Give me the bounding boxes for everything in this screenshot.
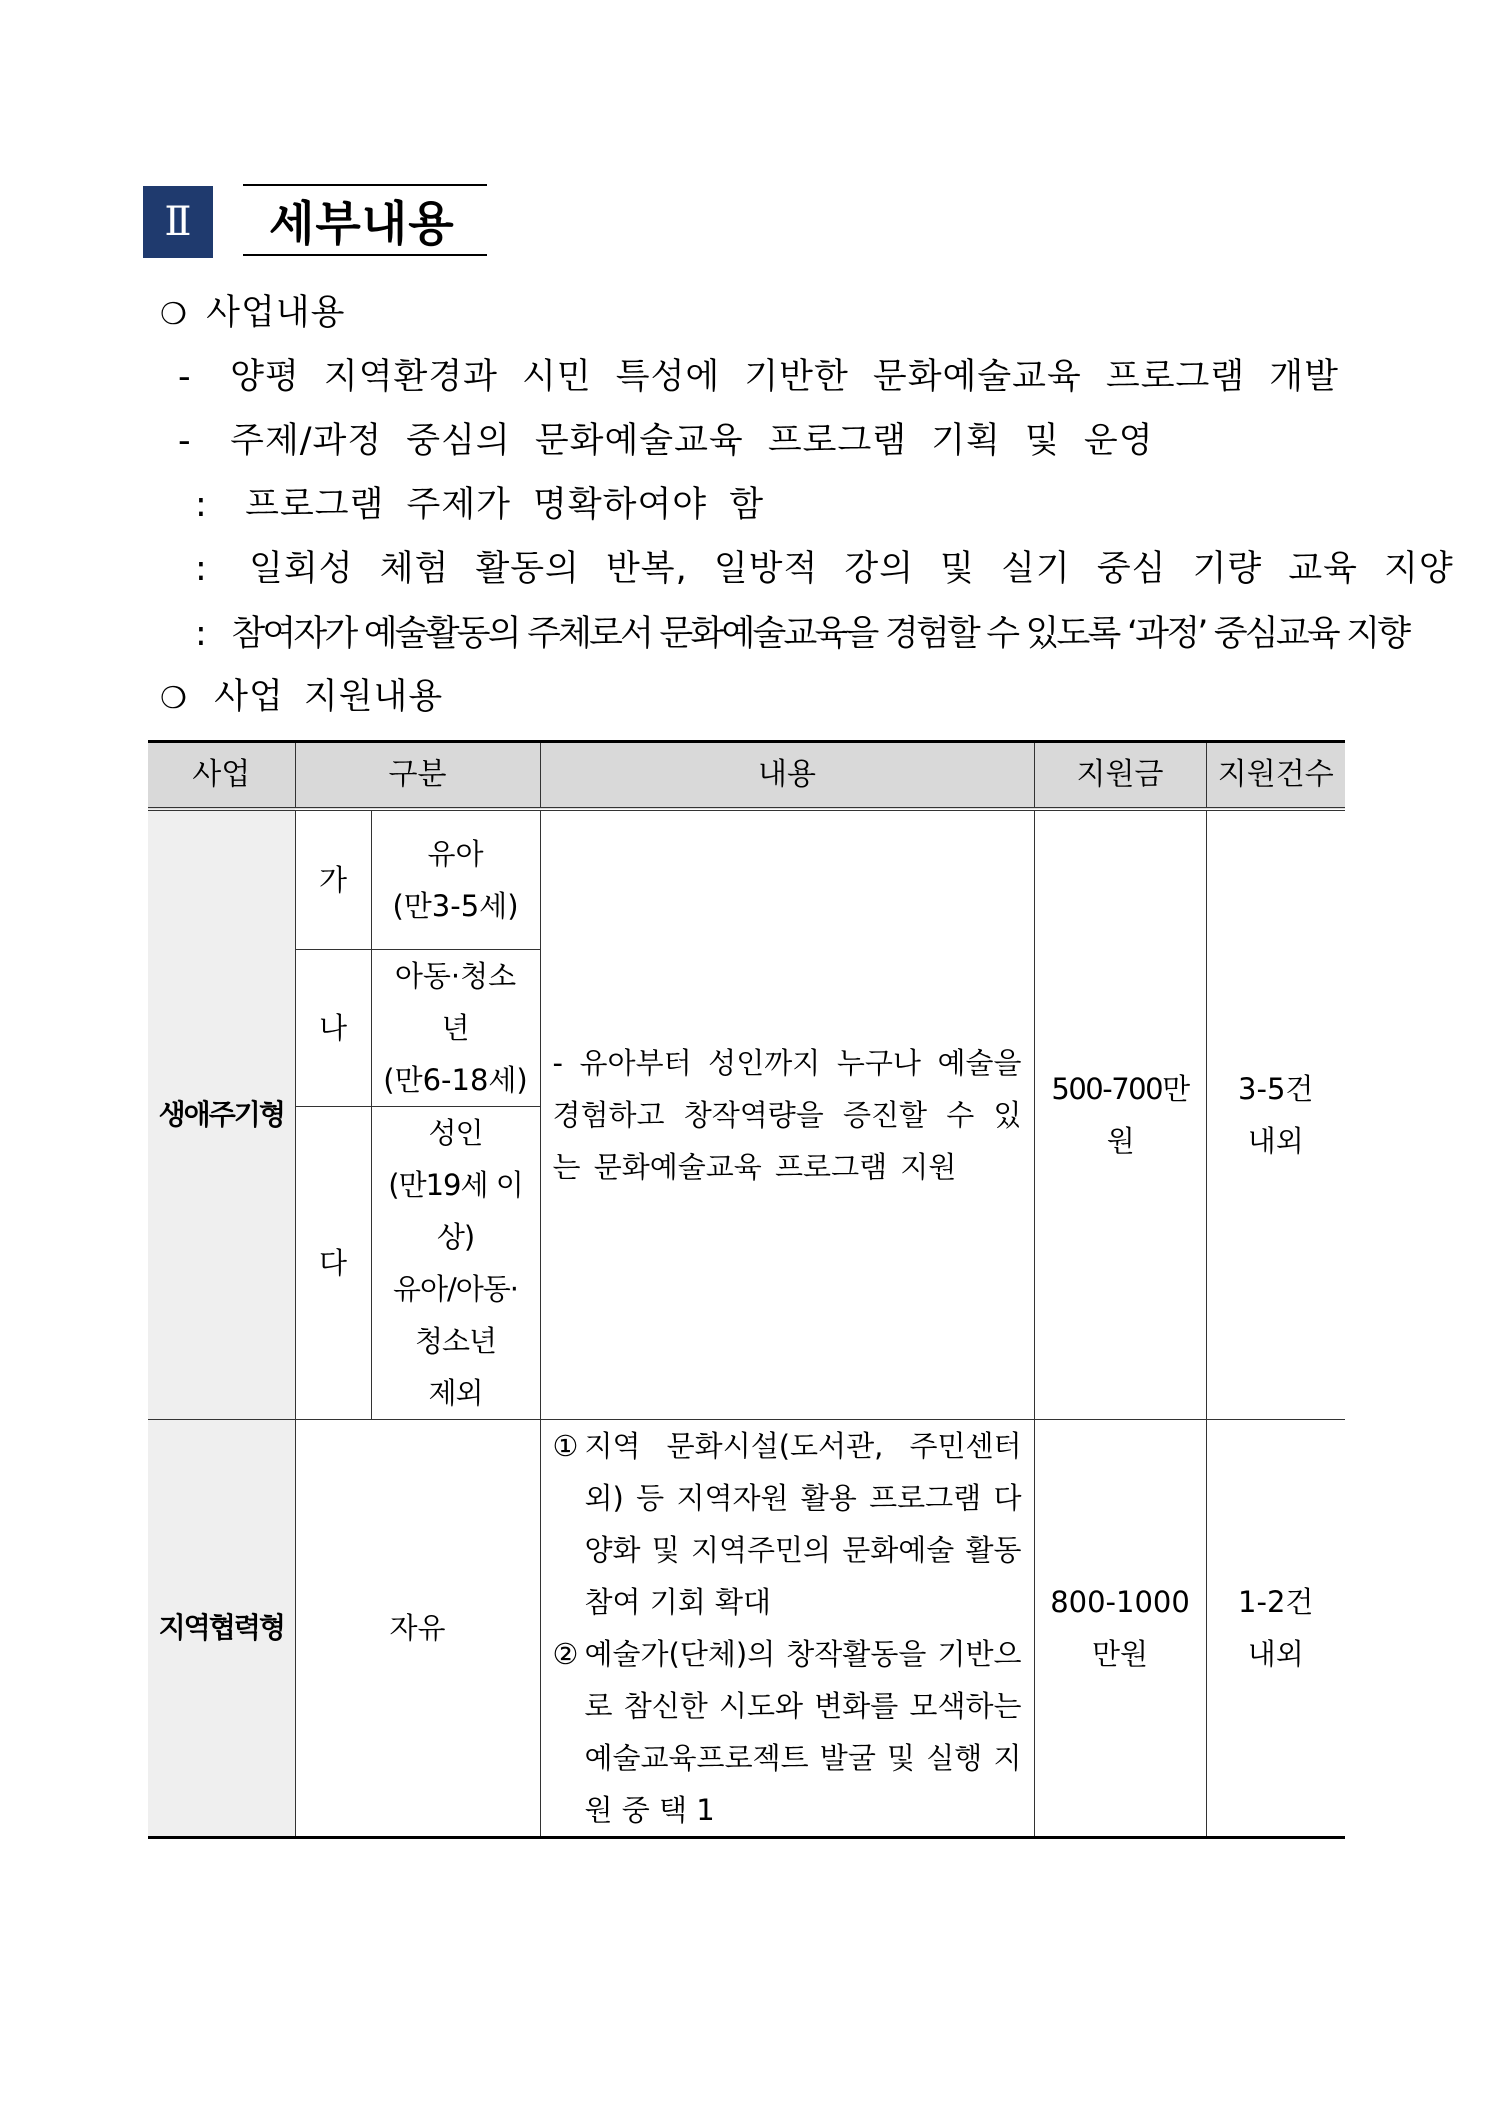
count-line: 1-2건 <box>1238 1584 1314 1619</box>
list-item-number: ② <box>552 1636 579 1671</box>
section-number: Ⅱ <box>143 186 213 258</box>
header-count: 지원건수 <box>1206 742 1345 810</box>
dash-marker: - <box>178 357 192 397</box>
list-item-text: 지역 문화시설(도서관, 주민센터 외) 등 지역자원 활용 프로그램 다양화 및 지역주민의 문화예술 활동 참여 기회 확대 <box>584 1428 1022 1619</box>
lifecycle-content: - 유아부터 성인까지 누구나 예술을 경험하고 창작역량을 증진할 수 있는 문화예술교육 프로그램 지원 <box>540 809 1034 1419</box>
count-line: 내외 <box>1247 1636 1304 1671</box>
dash-item-text: 양평 지역환경과 시민 특성에 기반한 문화예술교육 프로그램 개발 <box>230 357 1339 397</box>
lifecycle-amount: 500-700만원 <box>1034 809 1206 1419</box>
section-title: 세부내용 <box>243 184 487 256</box>
count-line: 내외 <box>1247 1123 1304 1158</box>
bullet-text: 사업 지원내용 <box>214 677 444 717</box>
dash-item-2 <box>178 413 1154 463</box>
amount-line: 만원 <box>1091 1636 1149 1671</box>
amount-line: 800-1000 <box>1050 1584 1190 1619</box>
group-label <box>371 1106 540 1419</box>
colon-item-3 <box>195 606 1408 656</box>
regional-amount <box>1034 1419 1206 1837</box>
group-code: 가 <box>295 809 371 949</box>
group-label-line: 성인 <box>428 1115 483 1150</box>
colon-item-text: 프로그램 주제가 명확하여야 함 <box>245 485 765 525</box>
support-table <box>148 740 1345 1839</box>
colon-item-text: 참여자가 예술활동의 주체로서 문화예술교육을 경험할 수 있도록 ‘과정’ 중심교육 지향 <box>231 614 1409 654</box>
list-item-number: ① <box>552 1428 579 1463</box>
list-item <box>553 1420 1022 1628</box>
count-line: 3-5건 <box>1238 1071 1314 1106</box>
dash-item-text: 주제/과정 중심의 문화예술교육 프로그램 기획 및 운영 <box>230 421 1154 461</box>
header-amount: 지원금 <box>1034 742 1206 810</box>
dash-item-1 <box>178 349 1339 399</box>
group-label-line: 유아/아동· <box>392 1271 519 1306</box>
group-label <box>371 809 540 949</box>
regional-content <box>540 1419 1034 1837</box>
header-category: 구분 <box>295 742 540 810</box>
lifecycle-count <box>1206 809 1345 1419</box>
header-business: 사업 <box>148 742 295 810</box>
colon-item-1 <box>195 477 764 527</box>
table-row <box>148 1419 1345 1837</box>
bullet-support-content <box>160 669 443 719</box>
table-row <box>148 809 1345 949</box>
list-item <box>553 1628 1022 1836</box>
circle-bullet-icon: ❍ <box>160 681 188 716</box>
colon-item-text: 일회성 체험 활동의 반복, 일방적 강의 및 실기 중심 기량 교육 지양 <box>249 549 1454 589</box>
group-label-line: 청소년 <box>414 1323 497 1358</box>
group-code: 다 <box>295 1106 371 1419</box>
bullet-business-content <box>160 285 345 335</box>
group-label <box>371 949 540 1106</box>
colon-marker: : <box>195 485 208 525</box>
group-label-line: 아동·청소 <box>394 958 517 993</box>
group-code: 나 <box>295 949 371 1106</box>
group-label-line: (만6-18세) <box>383 1062 528 1097</box>
group-label-line: (만19세 이상) <box>388 1167 523 1254</box>
regional-count <box>1206 1419 1345 1837</box>
colon-item-2 <box>195 541 1454 591</box>
group-label-line: 유아 <box>427 836 484 871</box>
bullet-text: 사업내용 <box>206 293 346 333</box>
group-label-line: 제외 <box>428 1375 483 1410</box>
circle-bullet-icon: ❍ <box>160 297 188 332</box>
table-header-row <box>148 742 1345 810</box>
dash-marker: - <box>178 421 192 461</box>
group-label-line: 년 <box>441 1010 470 1045</box>
business-regional: 지역협력형 <box>148 1419 295 1837</box>
business-lifecycle: 생애주기형 <box>148 809 295 1419</box>
list-item-text: 예술가(단체)의 창작활동을 기반으로 참신한 시도와 변화를 모색하는 예술교육프로젝트 발굴 및 실행 지원 중 택 1 <box>584 1636 1022 1827</box>
header-content: 내용 <box>540 742 1034 810</box>
colon-marker: : <box>195 614 204 654</box>
regional-category: 자유 <box>295 1419 540 1837</box>
group-label-line: (만3-5세) <box>392 888 519 923</box>
colon-marker: : <box>195 549 208 589</box>
